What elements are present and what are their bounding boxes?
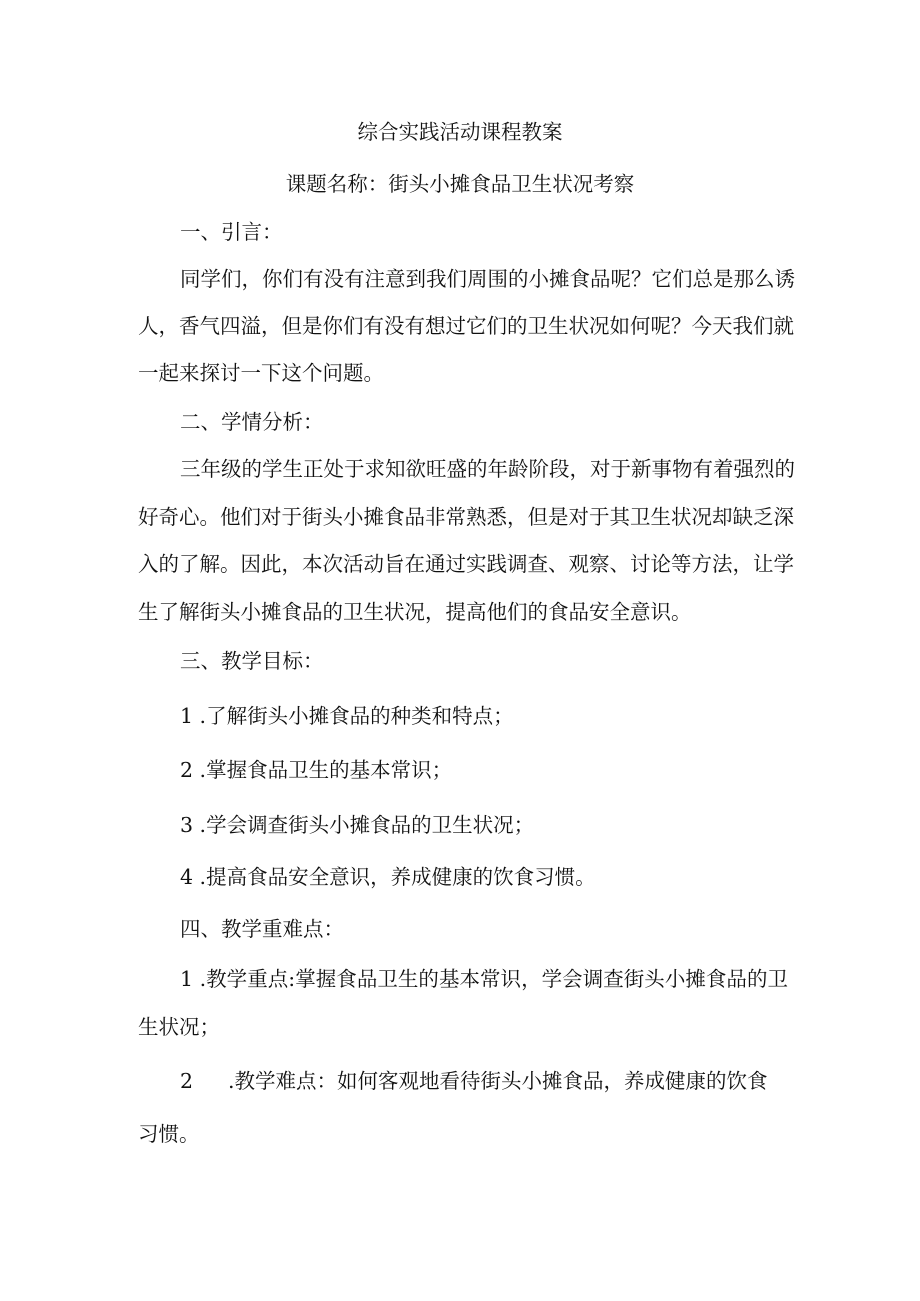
document-title: 综合实践活动课程教案 bbox=[357, 120, 563, 144]
intro-paragraph-line: 同学们，你们有没有注意到我们周围的小摊食品呢？它们总是那么诱 bbox=[180, 267, 795, 291]
analysis-paragraph-line: 三年级的学生正处于求知欲旺盛的年龄阶段，对于新事物有着强烈的 bbox=[180, 457, 795, 481]
section-heading-key-points: 四、教学重难点： bbox=[180, 917, 344, 941]
analysis-paragraph-line: 入的了解。因此，本次活动旨在通过实践调查、观察、讨论等方法，让学 bbox=[138, 552, 794, 576]
key-point-line: 1 .教学重点:掌握食品卫生的基本常识，学会调查街头小摊食品的卫 bbox=[180, 967, 788, 991]
intro-paragraph-line: 一起来探讨一下这个问题。 bbox=[138, 361, 384, 385]
section-heading-intro: 一、引言： bbox=[180, 220, 283, 244]
key-point-line: 习惯。 bbox=[138, 1122, 200, 1146]
lesson-topic: 课题名称：街头小摊食品卫生状况考察 bbox=[285, 172, 635, 196]
key-point-number: 2 bbox=[180, 1069, 194, 1093]
objective-item: 2 .掌握食品卫生的基本常识； bbox=[180, 758, 453, 782]
key-point-line: 生状况； bbox=[138, 1015, 220, 1039]
section-heading-objectives: 三、教学目标： bbox=[180, 649, 324, 673]
analysis-paragraph-line: 好奇心。他们对于街头小摊食品非常熟悉，但是对于其卫生状况却缺乏深 bbox=[138, 505, 794, 529]
objective-item: 3 .学会调查街头小摊食品的卫生状况； bbox=[180, 813, 535, 837]
objective-item: 4 .提高食品安全意识，养成健康的饮食习惯。 bbox=[180, 865, 596, 889]
objective-item: 1 .了解街头小摊食品的种类和特点； bbox=[180, 704, 514, 728]
section-heading-analysis: 二、学情分析： bbox=[180, 410, 324, 434]
key-point-line: .教学难点：如何客观地看待街头小摊食品，养成健康的饮食 bbox=[228, 1069, 768, 1093]
intro-paragraph-line: 人，香气四溢，但是你们有没有想过它们的卫生状况如何呢？今天我们就 bbox=[138, 314, 794, 338]
analysis-paragraph-line: 生了解街头小摊食品的卫生状况，提高他们的食品安全意识。 bbox=[138, 600, 692, 624]
